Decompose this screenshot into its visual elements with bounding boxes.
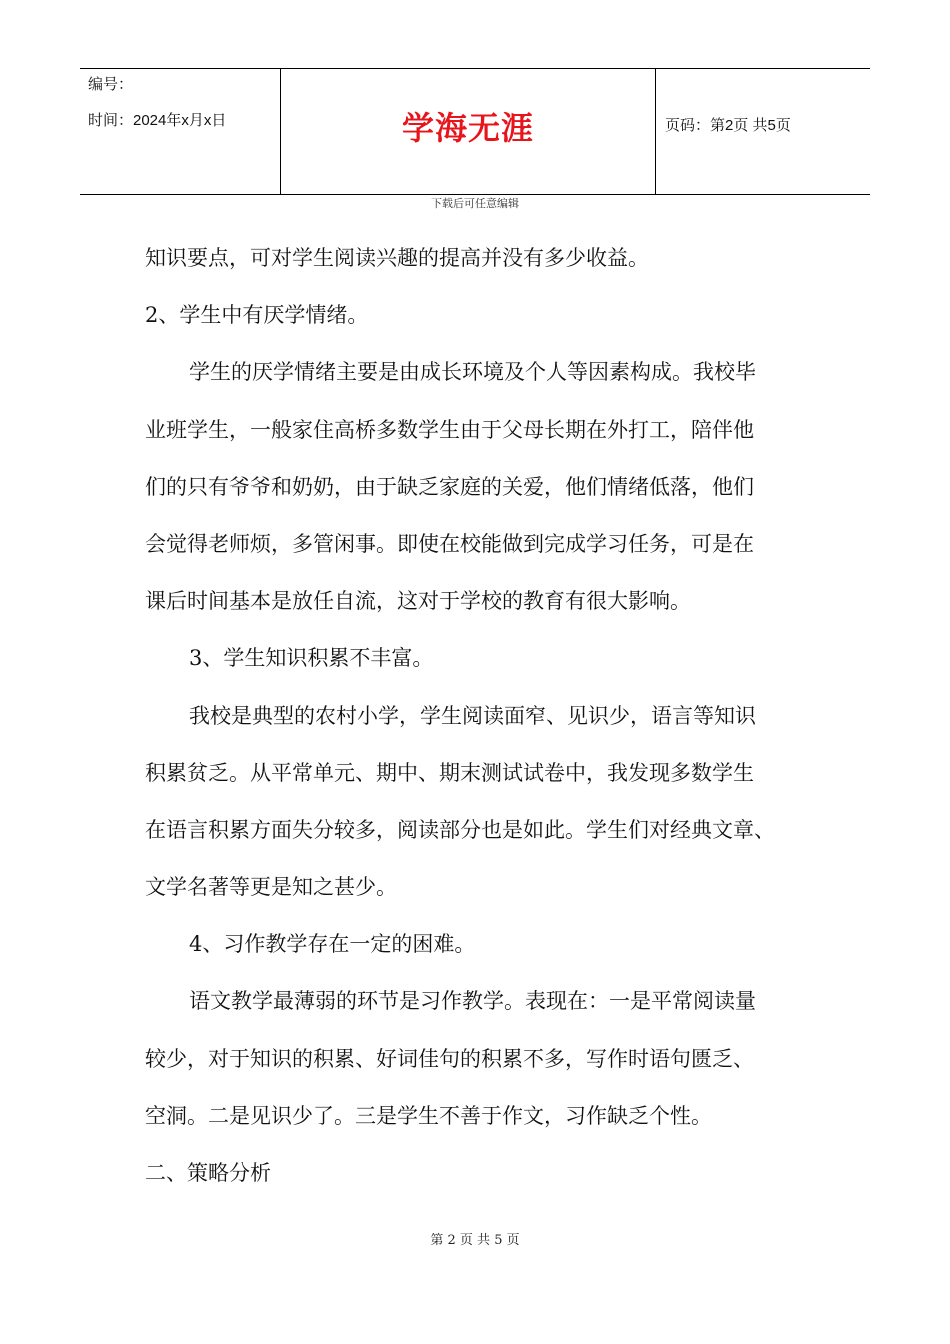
header-left-cell bbox=[80, 69, 280, 194]
page-footer: 第 2 页 共 5 页 bbox=[430, 1233, 520, 1248]
body-line: 课后时间基本是放任自流，这对于学校的教育有很大影响。 bbox=[145, 589, 691, 614]
section-heading: 4、习作教学存在一定的困难。 bbox=[189, 932, 476, 957]
time-label: 时间：2024年x月x日 bbox=[88, 112, 227, 129]
body-line: 知识要点，可对学生阅读兴趣的提高并没有多少收益。 bbox=[145, 246, 649, 270]
document-body bbox=[145, 237, 835, 1209]
body-line: 积累贫乏。从平常单元、期中、期末测试试卷中，我发现多数学生 bbox=[145, 760, 754, 785]
brand-title: 学海无涯 bbox=[401, 109, 534, 147]
page-info: 页码：第2页 共5页 bbox=[665, 117, 791, 134]
header-right-cell bbox=[655, 69, 870, 194]
body-line: 较少，对于知识的积累、好词佳句的积累不多，写作时语句匮乏、 bbox=[145, 1046, 754, 1071]
number-label: 编号： bbox=[88, 76, 134, 93]
edit-note: 下载后可任意编辑 bbox=[431, 197, 519, 210]
body-line: 我校是典型的农村小学，学生阅读面窄、见识少，语言等知识 bbox=[189, 703, 756, 728]
body-line: 学生的厌学情绪主要是由成长环境及个人等因素构成。我校毕 bbox=[189, 360, 756, 385]
document-header bbox=[80, 68, 870, 195]
body-line: 业班学生，一般家住高桥多数学生由于父母长期在外打工，陪伴他 bbox=[145, 417, 754, 442]
section-heading: 二、策略分析 bbox=[145, 1161, 271, 1185]
section-heading: 2、学生中有厌学情绪。 bbox=[145, 303, 369, 328]
body-line: 在语言积累方面失分较多，阅读部分也是如此。学生们对经典文章、 bbox=[145, 817, 775, 842]
body-line: 会觉得老师烦，多管闲事。即使在校能做到完成学习任务，可是在 bbox=[145, 531, 754, 556]
section-heading: 3、学生知识积累不丰富。 bbox=[189, 646, 434, 671]
body-line: 们的只有爷爷和奶奶，由于缺乏家庭的关爱，他们情绪低落，他们 bbox=[145, 474, 754, 499]
header-middle-cell bbox=[280, 69, 656, 194]
body-line: 语文教学最薄弱的环节是习作教学。表现在：一是平常阅读量 bbox=[189, 989, 756, 1014]
body-line: 文学名著等更是知之甚少。 bbox=[145, 875, 397, 900]
body-line: 空洞。二是见识少了。三是学生不善于作文，习作缺乏个性。 bbox=[145, 1103, 712, 1128]
